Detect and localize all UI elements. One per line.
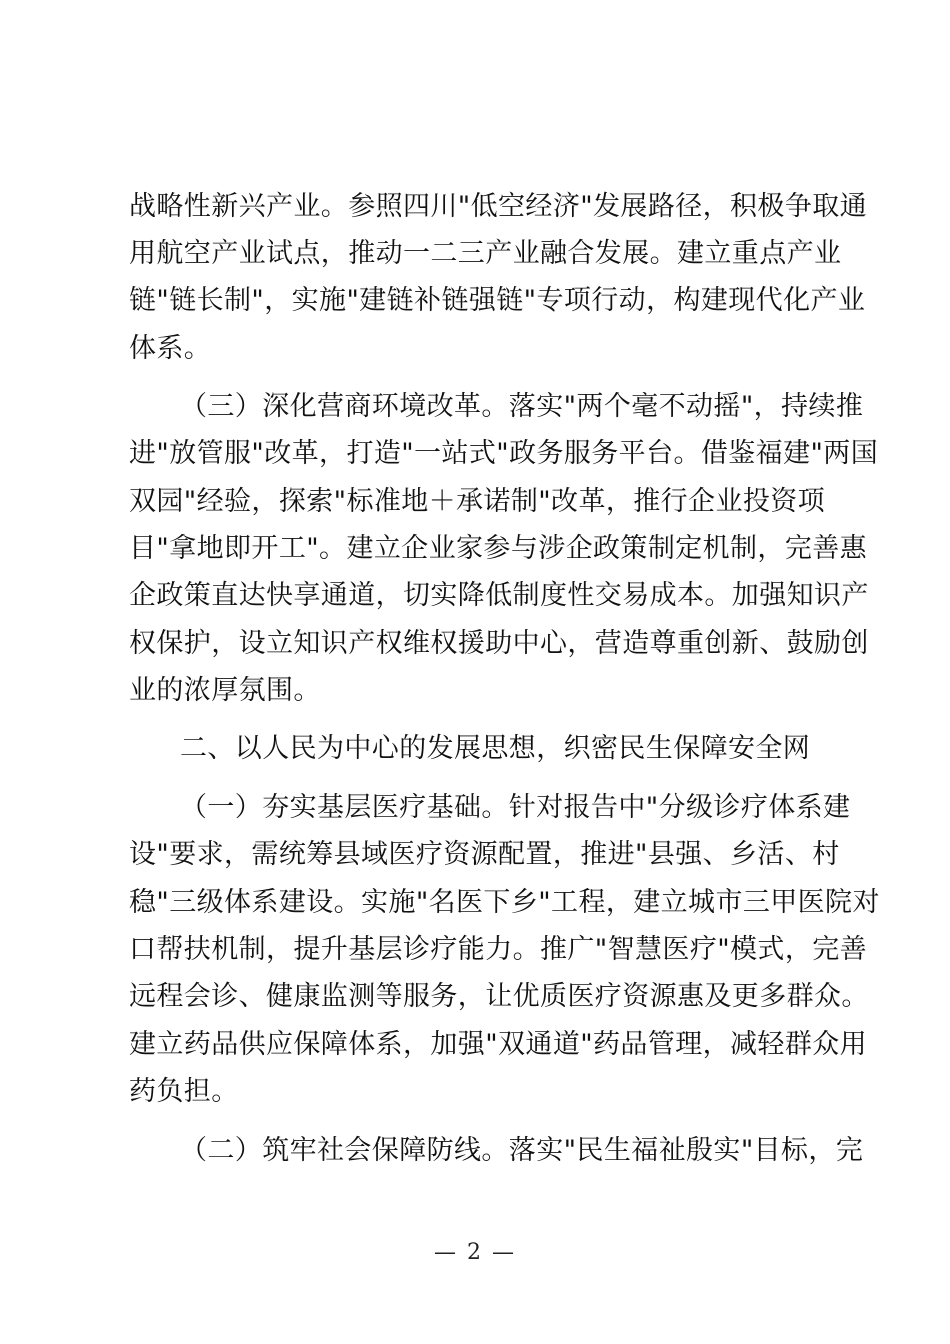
text-line: （一）夯实基层医疗基础。针对报告中"分级诊疗体系建 [180, 792, 851, 823]
text-line: 链"链长制"，实施"建链补链强链"专项行动，构建现代化产业 [129, 285, 866, 316]
page-number: — 2 — [434, 1240, 516, 1265]
text-line: 权保护，设立知识产权维权援助中心，营造尊重创新、鼓励创 [129, 628, 869, 659]
text-line: 口帮扶机制，提升基层诊疗能力。推广"智慧医疗"模式，完善 [129, 934, 868, 965]
text-line: 体系。 [129, 333, 212, 364]
text-line: 企政策直达快享通道，切实降低制度性交易成本。加强知识产 [129, 580, 869, 611]
text-line: 战略性新兴产业。参照四川"低空经济"发展路径，积极争取通 [129, 191, 868, 222]
text-line: （二）筑牢社会保障防线。落实"民生福祉殷实"目标，完 [180, 1135, 864, 1166]
text-line: （三）深化营商环境改革。落实"两个毫不动摇"，持续推 [180, 391, 864, 422]
text-line: 目"拿地即开工"。建立企业家参与涉企政策制定机制，完善惠 [129, 533, 868, 564]
text-line: 业的浓厚氛围。 [129, 675, 321, 706]
text-line: 用航空产业试点，推动一二三产业融合发展。建立重点产业 [129, 238, 842, 269]
text-line: 设"要求，需统筹县域医疗资源配置，推进"县强、乡活、村 [129, 839, 840, 870]
text-line: 远程会诊、健康监测等服务，让优质医疗资源惠及更多群众。 [129, 981, 869, 1012]
section-heading: 二、以人民为中心的发展思想，织密民生保障安全网 [180, 733, 811, 764]
text-line: 建立药品供应保障体系，加强"双通道"药品管理，减轻群众用 [129, 1029, 868, 1060]
text-line: 双园"经验，探索"标准地＋承诺制"改革，推行企业投资项 [129, 486, 826, 517]
text-line: 药负担。 [129, 1076, 239, 1107]
text-line: 稳"三级体系建设。实施"名医下乡"工程，建立城市三甲医院对 [129, 887, 880, 918]
text-line: 进"放管服"改革，打造"一站式"政务服务平台。借鉴福建"两国 [129, 438, 879, 469]
